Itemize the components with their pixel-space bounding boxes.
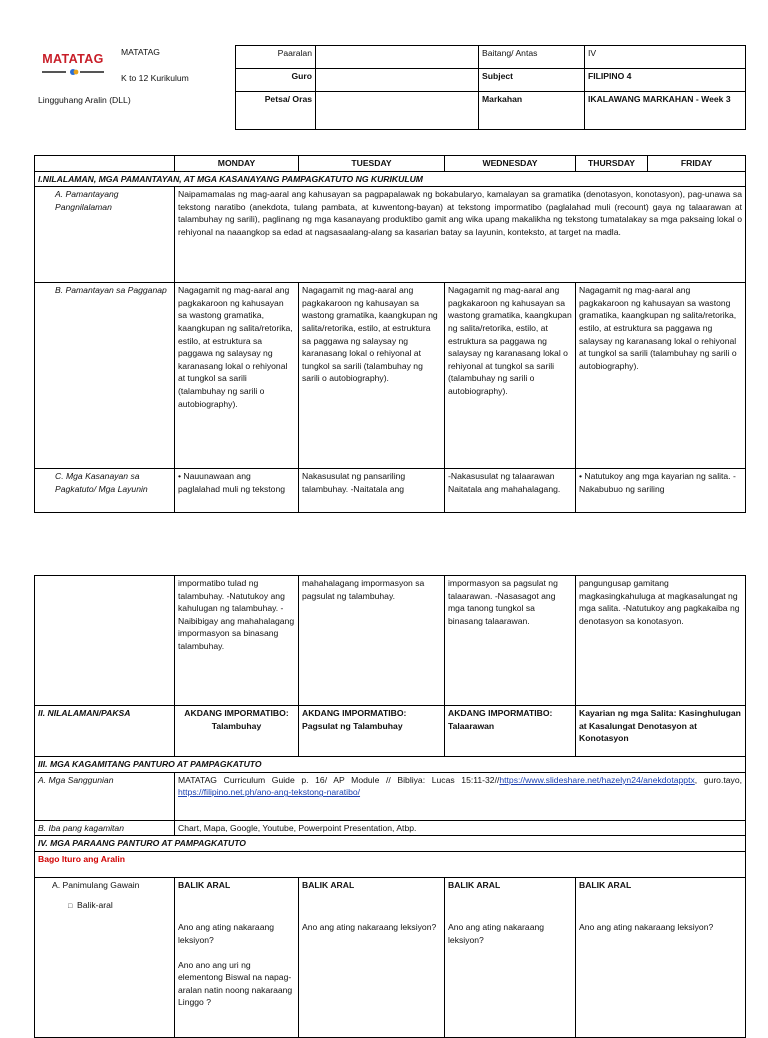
kasanayan-tuesday: Nakasusulat ng pansariling talambuhay. -Naitatala ang <box>299 469 445 513</box>
kasanayan-cont-wednesday: impormasyon sa pagsulat ng talaarawan. -Nasasagot ang mga tanong tungkol sa binasang talaarawan. <box>445 576 576 706</box>
header-dll-text: Lingguhang Aralin (DLL) <box>38 95 131 105</box>
guro-field[interactable] <box>316 69 479 92</box>
sanggunian-label: A. Mga Sanggunian <box>35 772 175 820</box>
dll-table-page2 <box>34 575 746 1038</box>
pagganap-monday: Nagagamit ng mag-aaral ang pagkakaroon ng kahusayan sa wastong gramatika, kaangkupan ng salita/retorika, estilo, at estruktura sa paggawa ng salaysay ng karanasang lokal o rehiyonal at tungkol sa sarili (talambuhay ng sarili o autobiography). <box>175 283 299 469</box>
subject-field[interactable]: FILIPINO 4 <box>585 69 746 92</box>
kasanayan-thursday: • Natutukoy ang mga kayarian ng salita. -Nakabubuo ng sariling <box>576 469 746 513</box>
pamantayang-pangnilalaman-text: Naipamamalas ng mag-aaral ang kahusayan sa pagpapalawak ng bokabularyo, kamalayan sa gramatika (denotasyon, konotasyon), pag-unawa sa tekstong naratibo (anekdota, tulang pambata, at kuwentong-bayan) at tekstong impormatibo (paglalahad muli (recount) gaya ng talaarawan at talambuhay ng sarili), paglinang ng mga kasanayang produktibo gamit ang wika upang makalikha ng tekstong tumatalakay sa mga paksaing lokal o rehiyonal na naaangkop sa edad at nagsasaalang-alang sa kasarian batay sa layunin, konteksto, at target na madla. <box>175 187 746 283</box>
pamantayang-pangnilalaman-label: A. Pamantayang Pangnilalaman <box>35 187 175 283</box>
kasanayan-cont-tuesday: mahahalagang impormasyon sa pagsulat ng talambuhay. <box>299 576 445 706</box>
sanggunian-reference-text: MATATAG Curriculum Guide p. 16/ AP Module // Bibliya: Lucas 15:11-32// <box>178 774 500 785</box>
day-header-tuesday: TUESDAY <box>299 156 445 172</box>
balik-aral-heading-thursday: BALIK ARAL <box>579 879 632 890</box>
pagganap-thursday: Nagagamit ng mag-aaral ang pagkakaroon ng kahusayan sa wastong gramatika, kaangkupan ng salita/retorika, estilo, at estruktura sa paggawa ng salaysay ng karanasang lokal o rehiyonal at tungkol sa sarili (talambuhay ng sarili o autobiography). <box>576 283 746 469</box>
balik-aral-question2-monday: Ano ano ang uri ng elementong Biswal na napag-aralan natin noong nakaraang Linggo ? <box>178 959 293 1008</box>
section-2-title: II. NILALAMAN/PAKSA <box>35 706 175 757</box>
day-header-monday: MONDAY <box>175 156 299 172</box>
header-curriculum-text: K to 12 Kurikulum <box>121 73 189 83</box>
guro-label: Guro <box>236 69 316 92</box>
pamantayan-sa-pagganap-label: B. Pamantayan sa Pagganap <box>35 283 175 469</box>
iba-pang-kagamitan-text: Chart, Mapa, Google, Youtube, Powerpoint Presentation, Atbp. <box>175 820 746 836</box>
kasanayan-cont-monday: impormatibo tulad ng talambuhay. -Natutukoy ang kahulugan ng talambuhay. -Naibibigay ang mahahalagang impormasyon sa binasang talambuhay. <box>175 576 299 706</box>
balik-aral-wednesday <box>445 877 576 1037</box>
section-4-title: IV. MGA PARAANG PANTURO AT PAMPAGKATUTO <box>35 836 746 852</box>
sanggunian-separator: , guro.tayo, <box>694 774 742 785</box>
balik-aral-question-thursday: Ano ang ating nakaraang leksiyon? <box>579 922 714 933</box>
balik-aral-monday <box>175 877 299 1037</box>
pagganap-tuesday: Nagagamit ng mag-aaral ang pagkakaroon ng kahusayan sa wastong gramatika, kaangkupan ng salita/retorika, estilo, at estruktura sa paggawa ng salaysay ng karanasang lokal o rehiyonal at tungkol sa sarili (talambuhay ng sarili o autobiography). <box>299 283 445 469</box>
balik-aral-heading-monday: BALIK ARAL <box>178 879 231 890</box>
kasanayan-monday: • Nauunawaan ang paglalahad muli ng tekstong <box>175 469 299 513</box>
subject-label: Subject <box>479 69 585 92</box>
paaralan-label: Paaralan <box>236 46 316 69</box>
paksa-wednesday: AKDANG IMPORMATIBO: Talaarawan <box>445 706 576 757</box>
iba-pang-kagamitan-label: B. Iba pang kagamitan <box>35 820 175 836</box>
pagganap-wednesday: Nagagamit ng mag-aaral ang pagkakaroon ng kahusayan sa wastong gramatika, kaangkupan ng salita/retorika, estilo, at estruktura sa paggawa ng salaysay ng karanasang lokal o rehiyonal at tungkol sa sarili (talambuhay ng sarili o autobiography). <box>445 283 576 469</box>
paaralan-field[interactable] <box>316 46 479 69</box>
matatag-logo <box>37 48 109 86</box>
balik-aral-question-monday: Ano ang ating nakaraang leksiyon? <box>178 922 275 945</box>
panimulang-gawain-cell <box>35 877 175 1037</box>
balik-aral-tuesday <box>299 877 445 1037</box>
paksa-tuesday: AKDANG IMPORMATIBO: Pagsulat ng Talambuhay <box>299 706 445 757</box>
bullet-box-icon: □ <box>68 903 73 911</box>
balik-aral-question-tuesday: Ano ang ating nakaraang leksiyon? <box>302 922 437 933</box>
balik-aral-heading-tuesday: BALIK ARAL <box>302 879 355 890</box>
baitang-label: Baitang/ Antas <box>479 46 585 69</box>
balik-aral-bullet <box>38 899 171 914</box>
slideshare-link[interactable]: https://www.slideshare.net/hazelyn24/anekdotapptx <box>499 774 695 785</box>
balik-aral-question-wednesday: Ano ang ating nakaraang leksiyon? <box>448 922 545 945</box>
logo-tagline-icon <box>42 69 104 75</box>
filipino-net-link[interactable]: https://filipino.net.ph/ano-ang-tekstong-naratibo/ <box>178 787 361 798</box>
paksa-monday: AKDANG IMPORMATIBO: Talambuhay <box>175 706 299 757</box>
bago-ituro-heading: Bago Ituro ang Aralin <box>35 851 746 877</box>
dll-table-page1 <box>34 155 746 513</box>
section-1-title: I.NILALAMAN, MGA PAMANTAYAN, AT MGA KASANAYANG PAMPAGKATUTO NG KURIKULUM <box>35 171 746 187</box>
logo-text: MATATAG <box>42 52 104 66</box>
petsa-field[interactable] <box>316 92 479 130</box>
balik-aral-heading-wednesday: BALIK ARAL <box>448 879 501 890</box>
sanggunian-text <box>175 772 746 820</box>
kasanayan-wednesday: -Nakasusulat ng talaarawan Naitatala ang mahahalagang. <box>445 469 576 513</box>
markahan-field[interactable]: IKALAWANG MARKAHAN - Week 3 <box>585 92 746 130</box>
header-matatag-text: MATATAG <box>121 47 160 57</box>
kasanayan-cont-thursday: pangungusap gamitang magkasingkahuluga at magkasalungat ng mga salita. -Natutukoy ang pagkakaiba ng denotasyon sa konotasyon. <box>576 576 746 706</box>
day-header-wednesday: WEDNESDAY <box>445 156 576 172</box>
day-header-thursday: THURSDAY <box>576 156 648 172</box>
baitang-field[interactable]: IV <box>585 46 746 69</box>
balik-aral-thursday <box>576 877 746 1037</box>
balik-aral-bullet-label: Balik-aral <box>77 900 113 911</box>
markahan-label: Markahan <box>479 92 585 130</box>
header-info-table <box>235 45 746 130</box>
panimulang-gawain-label: A. Panimulang Gawain <box>52 879 140 890</box>
kasanayan-label: C. Mga Kasanayan sa Pagkatuto/ Mga Layunin <box>35 469 175 513</box>
petsa-label: Petsa/ Oras <box>236 92 316 130</box>
day-header-friday: FRIDAY <box>648 156 746 172</box>
section-3-title: III. MGA KAGAMITANG PANTURO AT PAMPAGKATUTO <box>35 757 746 773</box>
paksa-thursday: Kayarian ng mga Salita: Kasinghulugan at Kasalungat Denotasyon at Konotasyon <box>576 706 746 757</box>
